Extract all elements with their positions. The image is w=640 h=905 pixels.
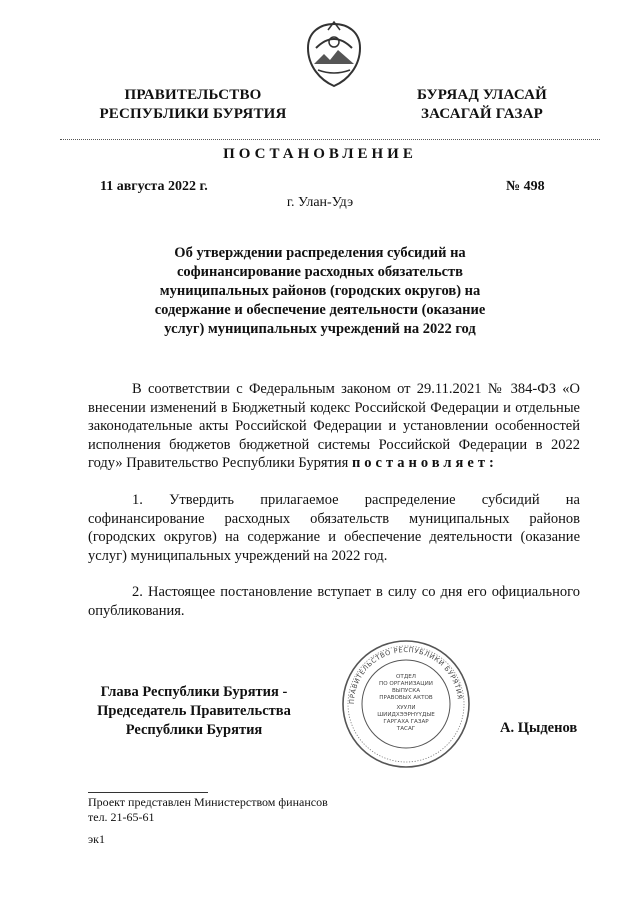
header-divider: [60, 139, 600, 140]
seal-line: ХУУЛИ: [396, 705, 416, 711]
document-date: 11 августа 2022 г.: [100, 179, 208, 194]
signatory-title-line3: Республики Бурятия: [125, 722, 263, 738]
header-right-line1: БУРЯАД УЛАСАЙ: [416, 87, 548, 103]
official-seal: [340, 638, 472, 770]
footnote: [88, 795, 328, 825]
seal-line: ОТДЕЛ: [396, 674, 416, 680]
header-left-line2: РЕСПУБЛИКИ БУРЯТИЯ: [99, 106, 287, 122]
document-type-title: ПОСТАНОВЛЕНИЕ: [223, 146, 417, 162]
seal-line: ПО ОРГАНИЗАЦИИ: [379, 681, 433, 687]
document-body: [88, 380, 580, 621]
body-paragraph-1-text: В соответствии с Федеральным законом от 29.11.2021 № 384-ФЗ «О внесении изменений в Бюджетный кодекс Российской Федерации и отдельные законодательные акты Российской Федерации и установлении особенностей исполнения бюджетов бюджетной системы Российской Федерации в 2022 году» Правительство Республики Бурятия: [88, 381, 580, 472]
document-initials: эк1: [88, 832, 105, 846]
prepared-by-note: Проект представлен Министерством финансов: [88, 795, 328, 809]
resolve-word: постановляет:: [351, 455, 498, 472]
coat-of-arms-emblem: [298, 18, 370, 90]
header-left-line1: ПРАВИТЕЛЬСТВО: [124, 87, 262, 103]
header-right-line2: ЗАСАГАЙ ГАЗАР: [421, 106, 543, 122]
document-subject: Об утверждении распределения субсидий на софинансирование расходных обязательств муниципальных районов (городских округов) на содержание и обеспечение деятельности (оказание услуг) муниципальных учреждений на 2022 год: [154, 245, 486, 337]
body-paragraph-2: 1. Утвердить прилагаемое распределение субсидий на софинансирование расходных обязательств муниципальных районов (городских округов) на содержание и обеспечение деятельности (оказание услуг) муниципальных учреждений на 2022 год.: [88, 491, 580, 564]
signatory-name: А. Цыденов: [500, 720, 578, 736]
body-paragraph-3: 2. Настоящее постановление вступает в силу со дня его официального опубликования.: [88, 584, 580, 619]
seal-line: ГАРГАХА ГАЗАР: [383, 719, 429, 725]
seal-line: ВЫПУСКА: [391, 688, 421, 694]
seal-line: ШИИДХЭЭРНҮҮДЫЕ: [377, 712, 435, 718]
body-paragraph-1: [88, 380, 580, 473]
document-number: № 498: [506, 179, 545, 194]
seal-line: ТАСАГ: [396, 726, 416, 732]
document-city: г. Улан-Удэ: [286, 195, 354, 210]
contact-phone: тел. 21-65-61: [88, 810, 155, 824]
footnote-divider: [88, 792, 208, 793]
signatory-title-line1: Глава Республики Бурятия -: [100, 684, 288, 700]
header-government-bua: [382, 86, 582, 124]
signatory-title: [84, 683, 304, 740]
signatory-title-line2: Председатель Правительства: [97, 703, 291, 719]
seal-line: ПРАВОВЫХ АКТОВ: [379, 695, 433, 701]
header-government-ru: [88, 86, 298, 124]
seal-ring-text: ПРАВИТЕЛЬСТВО РЕСПУБЛИКИ БУРЯТИЯ: [347, 645, 464, 705]
